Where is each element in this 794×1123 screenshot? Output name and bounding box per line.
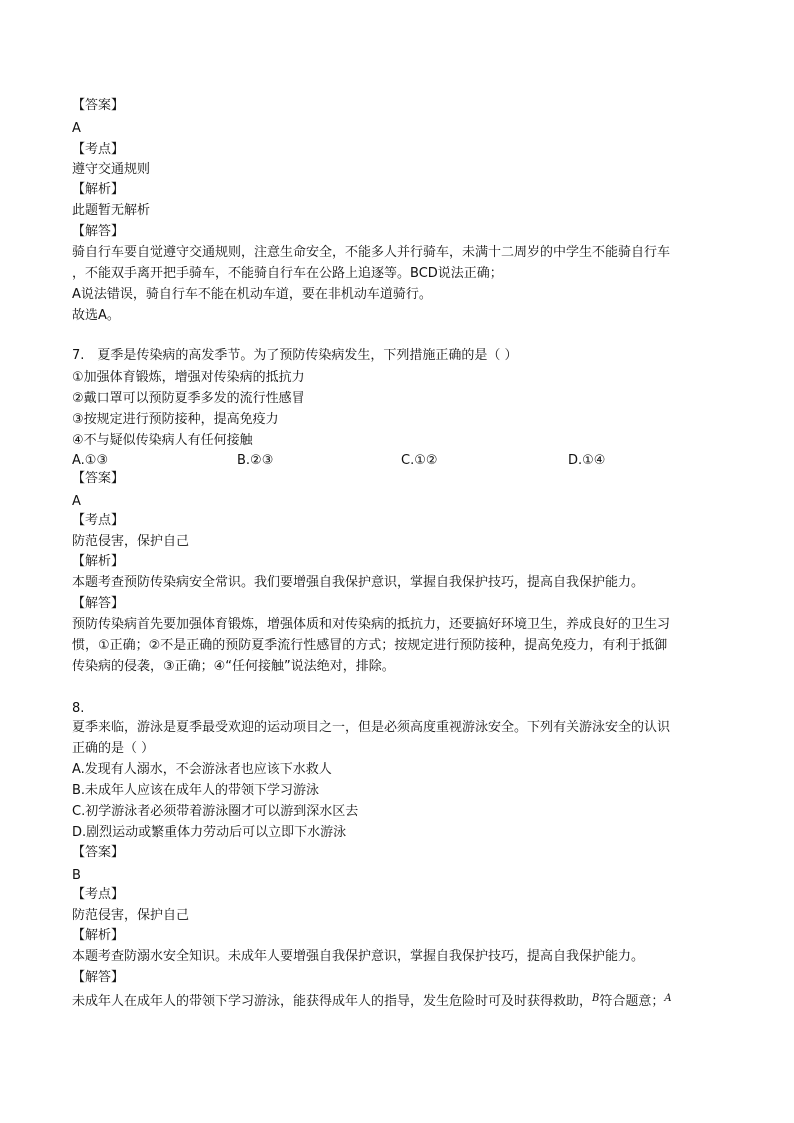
analysis-text: 本题考查预防传染病安全常识。我们要增强自我保护意识，掌握自我保护技巧，提高自我保护能力。: [72, 575, 645, 590]
solution-header: 【解答】: [72, 224, 125, 239]
option-a: A.①③: [72, 453, 109, 468]
statement-item: ③按规定进行预防接种，提高免疫力: [72, 412, 279, 427]
answer-value: A: [72, 494, 81, 509]
option-a: A.发现有人溺水，不会游泳者也应该下水救人: [72, 762, 332, 777]
option-letter-b: B: [592, 993, 600, 1004]
solution-header: 【解答】: [72, 970, 125, 985]
answer-header: 【答案】: [72, 471, 125, 486]
solution-header: 【解答】: [72, 596, 125, 611]
point-value: 防范侵害，保护自己: [72, 908, 190, 923]
analysis-text: 此题暂无解析: [72, 203, 151, 218]
statement-item: ①加强体育锻炼，增强对传染病的抵抗力: [72, 370, 305, 385]
solution-line: 故选A。: [72, 308, 120, 323]
question-stem: 7. 夏季是传染病的高发季节。为了预防传染病发生，下列措施正确的是（ ）: [72, 348, 518, 363]
statement-item: ④不与疑似传染病人有任何接触: [72, 433, 253, 448]
analysis-header: 【解析】: [72, 182, 125, 197]
analysis-header: 【解析】: [72, 554, 125, 569]
solution-line: 惯，①正确；②不是正确的预防夏季流行性感冒的方式；按规定进行预防接种，提高免疫力，有利于抵御: [72, 638, 668, 653]
point-header: 【考点】: [72, 513, 125, 528]
solution-line: 骑自行车要自觉遵守交通规则，注意生命安全，不能多人并行骑车，未满十二周岁的中学生不能骑自行车: [72, 245, 671, 260]
question-number: 8.: [72, 701, 85, 716]
option-c: C.①②: [401, 453, 438, 468]
option-b: B.②③: [237, 453, 274, 468]
point-value: 遵守交通规则: [72, 162, 151, 177]
option-d: D.①④: [568, 453, 606, 468]
point-header: 【考点】: [72, 887, 125, 902]
answer-value: A: [72, 121, 81, 136]
question-stem: 正确的是（ ）: [72, 741, 155, 756]
solution-line: 预防传染病首先要加强体育锻炼，增强体质和对传染病的抵抗力，还要搞好环境卫生，养成良好的卫生习: [72, 617, 671, 632]
solution-text: 符合题意；: [599, 994, 665, 1009]
option-b: B.未成年人应该在成年人的带领下学习游泳: [72, 783, 320, 798]
question-stem: 夏季来临，游泳是夏季最受欢迎的运动项目之一，但是必须高度重视游泳安全。下列有关游泳安全的认识: [72, 720, 671, 735]
answer-value: B: [72, 868, 81, 883]
answer-header: 【答案】: [72, 98, 125, 113]
analysis-header: 【解析】: [72, 928, 125, 943]
solution-line: 传染病的侵袭，③正确；④“任何接触”说法绝对，排除。: [72, 659, 395, 674]
point-header: 【考点】: [72, 142, 125, 157]
answer-header: 【答案】: [72, 845, 125, 860]
solution-line: ，不能双手离开把手骑车，不能骑自行车在公路上追逐等。BCD说法正确；: [72, 266, 503, 281]
solution-line: A说法错误，骑自行车不能在机动车道，要在非机动车道骑行。: [72, 287, 432, 302]
analysis-text: 本题考查防溺水安全知识。未成年人要增强自我保护意识，掌握自我保护技巧，提高自我保护能力。: [72, 949, 645, 964]
option-d: D.剧烈运动或繁重体力劳动后可以立即下水游泳: [72, 825, 347, 840]
solution-line: [72, 989, 672, 1012]
option-c: C.初学游泳者必须带着游泳圈才可以游到深水区去: [72, 804, 359, 819]
option-letter-a: A: [664, 993, 672, 1004]
statement-item: ②戴口罩可以预防夏季多发的流行性感冒: [72, 391, 305, 406]
solution-text: 未成年人在成年人的带领下学习游泳，能获得成年人的指导，发生危险时可及时获得救助，: [72, 994, 593, 1009]
point-value: 防范侵害，保护自己: [72, 534, 190, 549]
